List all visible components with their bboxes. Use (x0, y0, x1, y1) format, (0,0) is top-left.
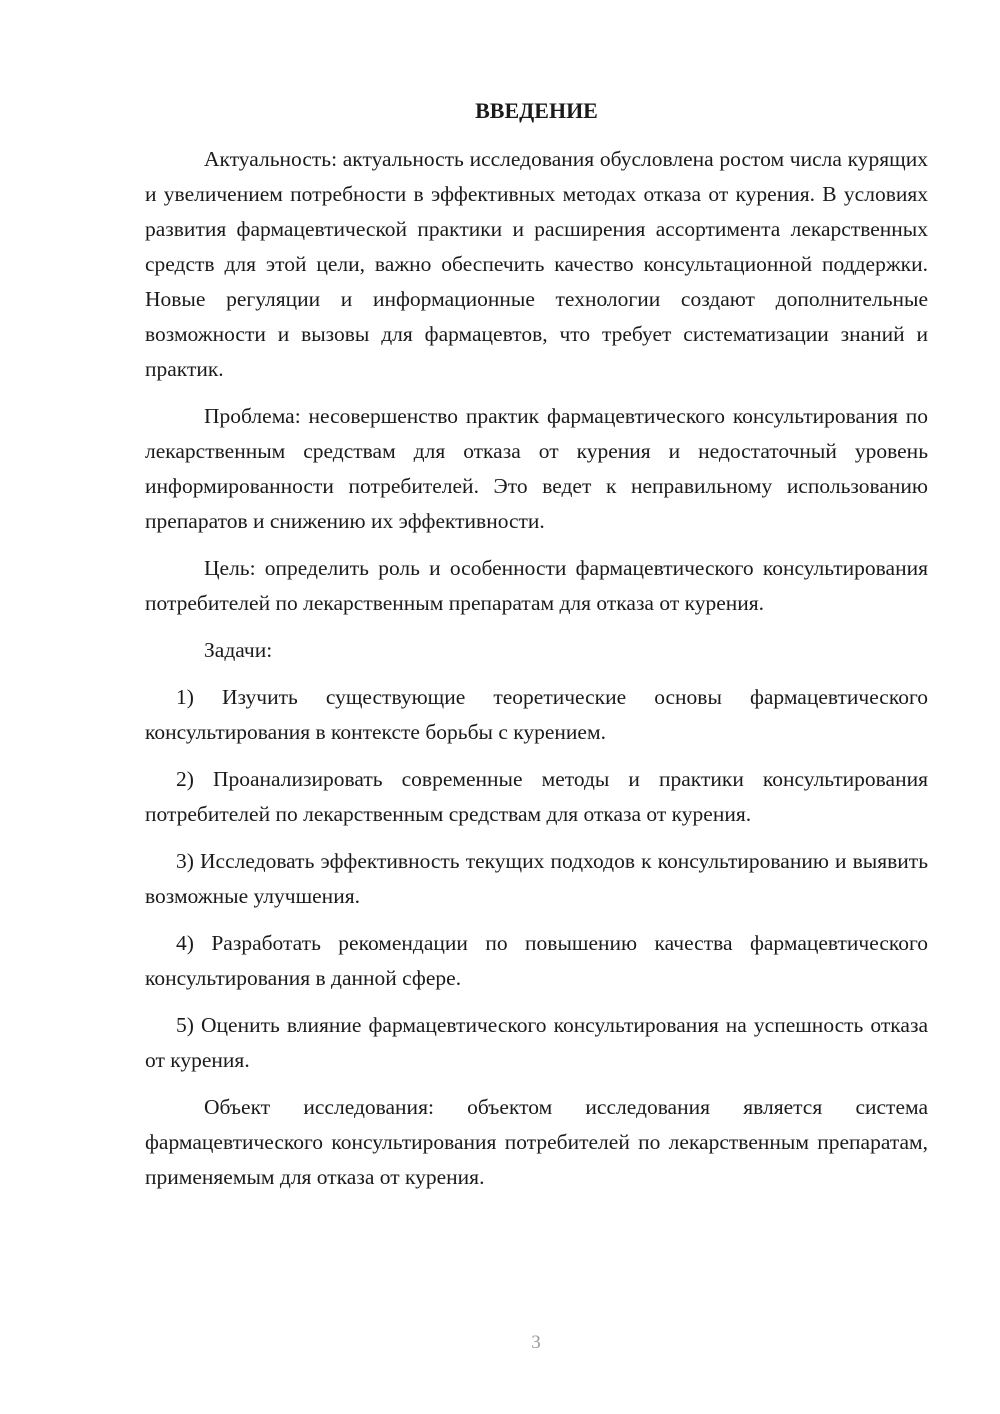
task-item-3: 3) Исследовать эффективность текущих подходов к консультированию и выявить возможные улучшения. (145, 849, 928, 908)
relevance-paragraph: Актуальность: актуальность исследования обусловлена ростом числа курящих и увеличением потребности в эффективных методах отказа от курения. В условиях развития фармацевтической практики и расширения ассортимента лекарственных средств для этой цели, важно обеспечить качество консультационной поддержки. Новые регуляции и информационные технологии создают дополнительные возможности и вызовы для фармацевтов, что требует систематизации знаний и практик. (145, 147, 928, 381)
object-paragraph: Объект исследования: объектом исследования является система фармацевтического консультирования потребителей по лекарственным препаратам, применяемым для отказа от курения. (145, 1095, 928, 1189)
section-title: ВВЕДЕНИЕ (475, 98, 598, 123)
task-item-1: 1) Изучить существующие теоретические основы фармацевтического консультирования в контексте борьбы с курением. (145, 685, 928, 744)
document-page (145, 95, 928, 1195)
task-item-5: 5) Оценить влияние фармацевтического консультирования на успешность отказа от курения. (145, 1013, 928, 1072)
tasks-heading: Задачи: (204, 638, 273, 662)
goal-paragraph: Цель: определить роль и особенности фармацевтического консультирования потребителей по лекарственным препаратам для отказа от курения. (145, 556, 928, 615)
task-item-2: 2) Проанализировать современные методы и практики консультирования потребителей по лекарственным средствам для отказа от курения. (145, 767, 928, 826)
problem-paragraph: Проблема: несовершенство практик фармацевтического консультирования по лекарственным средствам для отказа от курения и недостаточный уровень информированности потребителей. Это ведет к неправильному использованию препаратов и снижению их эффективности. (145, 404, 928, 533)
page-number: 3 (531, 1332, 541, 1353)
task-item-4: 4) Разработать рекомендации по повышению качества фармацевтического консультирования в данной сфере. (145, 931, 928, 990)
